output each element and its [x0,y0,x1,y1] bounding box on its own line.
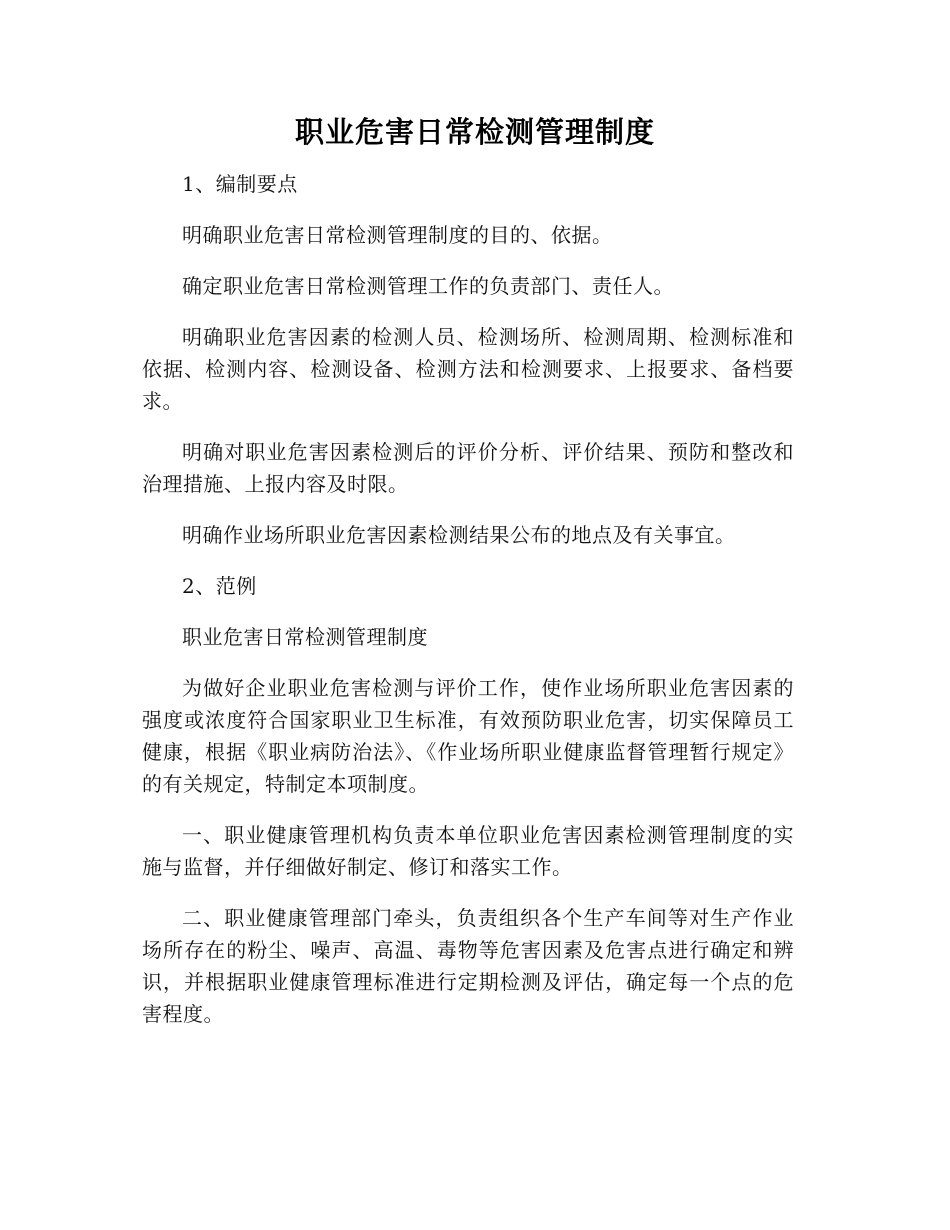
paragraph: 明确职业危害因素的检测人员、检测场所、检测周期、检测标准和依据、检测内容、检测设备、检测方法和检测要求、上报要求、备档要求。 [142,325,794,413]
paragraph: 确定职业危害日常检测管理工作的负责部门、责任人。 [182,274,674,298]
paragraph: 明确作业场所职业危害因素检测结果公布的地点及有关事宜。 [182,523,736,547]
paragraph-example-title: 职业危害日常检测管理制度 [182,625,428,649]
paragraph: 一、职业健康管理机构负责本单位职业危害因素检测管理制度的实施与监督，并仔细做好制定、修订和落实工作。 [142,823,794,879]
paragraph: 二、职业健康管理部门牵头，负责组织各个生产车间等对生产作业场所存在的粉尘、噪声、高温、毒物等危害因素及危害点进行确定和辨识，并根据职业健康管理标准进行定期检测及评估，确定每一个点的危害程度。 [142,906,794,1026]
paragraph-section-1-heading: 1、编制要点 [182,172,298,196]
paragraph: 明确职业危害日常检测管理制度的目的、依据。 [182,223,613,247]
paragraph-section-2-heading: 2、范例 [182,574,257,598]
document-body [142,168,794,1049]
paragraph: 为做好企业职业危害检测与评价工作，使作业场所职业危害因素的强度或浓度符合国家职业卫生标准，有效预防职业危害，切实保障员工健康，根据《职业病防治法》、《作业场所职业健康监督管理暂行规定》的有关规定，特制定本项制度。 [142,676,794,796]
document-title: 职业危害日常检测管理制度 [294,115,655,149]
paragraph: 明确对职业危害因素检测后的评价分析、评价结果、预防和整改和治理措施、上报内容及时限。 [142,440,794,496]
